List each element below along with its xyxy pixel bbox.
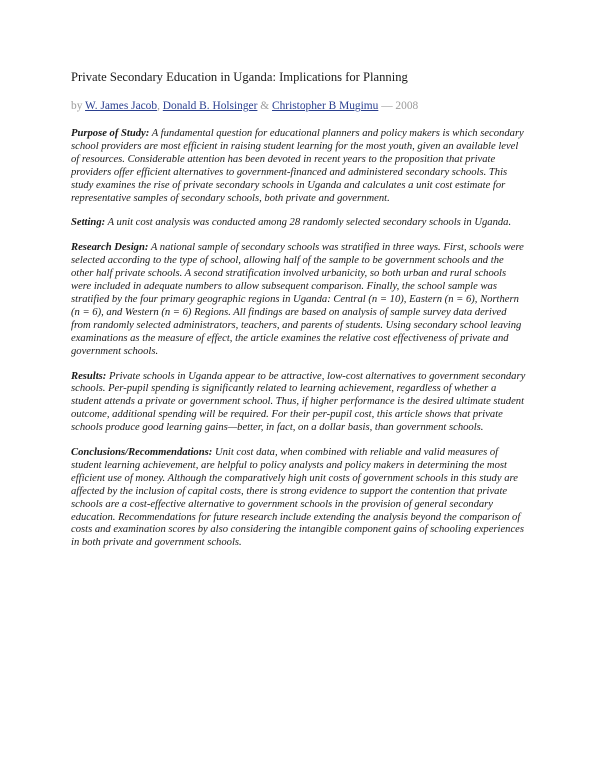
section-text: Private schools in Uganda appear to be attractive, low-cost alternatives to government secondary schools. Per-pupil spending is significantly related to learning achievement, regardless of whether a student attends a private or government school. Thus, if higher performance is the desired ultimate student outcome, additional spending will be required. For their per-pupil cost, this article shows that private schools produce good learning gains—better, in fact, on a dollar basis, than government schools. — [71, 370, 526, 434]
abstract-research-design — [71, 242, 526, 358]
paper-title: Private Secondary Education in Uganda: Implications for Planning — [71, 70, 408, 84]
abstract-purpose — [71, 128, 526, 205]
section-label: Setting: — [71, 217, 106, 229]
section-text: Unit cost data, when combined with reliable and valid measures of student learning achievement, are helpful to policy analysts and policy makers in determining the most efficient use of money. Although the comparatively high unit costs of government schools in this study are affected by the inclusion of capital costs, there is strong evidence to support the contention that private schools are a cost-effective alternative to government schools in the provision of general secondary education. Recommendations for future research include extending the analysis beyond the comparison of costs and examination scores by also considering the intangible component gains of schooling experiences in both private and government schools. — [71, 447, 525, 549]
byline-year: — 2008 — [381, 100, 419, 112]
abstract-results — [71, 371, 526, 436]
section-text: A fundamental question for educational planners and policy makers is which secondary school providers are most efficient in raising student learning for the most youth, given an available level of resources. Considerable attention has been devoted in recent years to the proposition that private providers offer efficient alternatives to government-financed and administered secondary schools. This study examines the rise of private secondary schools in Uganda and calculates a unit cost estimate for representative samples of secondary schools, both private and government. — [71, 128, 524, 204]
author-link-jacob[interactable]: W. James Jacob — [85, 100, 158, 112]
section-text: A unit cost analysis was conducted among 28 randomly selected secondary schools in Uganda. — [107, 217, 512, 229]
section-label: Conclusions/Recommendations: — [71, 447, 213, 459]
byline-by: by — [71, 100, 83, 112]
section-label: Results: — [71, 370, 107, 382]
abstract-conclusions — [71, 447, 526, 550]
abstract-setting — [71, 217, 526, 230]
section-text: A national sample of secondary schools was stratified in three ways. First, schools were selected according to the type of school, allowing half of the sample to be government schools and the other half private schools. A second stratification involved urbanicity, so both urban and rural schools were included in adequate numbers to allow subsequent comparison. Finally, the school sample was stratified by the four primary geographic regions in Uganda: Central (n = 10), Eastern (n = 6), Northern (n = 6), and Western (n = 6) Regions. All findings are based on analysis of sample survey data derived from randomly selected administrators, teachers, and parents of students. Using secondary school leaving examinations as the measure of effect, the article examines the relative cost effectiveness of private and government schools. — [71, 242, 524, 357]
byline-comma: , — [157, 100, 160, 112]
author-link-holsinger[interactable]: Donald B. Holsinger — [162, 100, 258, 112]
byline-ampersand: & — [260, 100, 270, 112]
author-link-mugimu[interactable]: Christopher B Mugimu — [272, 100, 379, 112]
section-label: Purpose of Study: — [71, 128, 150, 139]
byline — [71, 99, 526, 114]
section-label: Research Design: — [71, 242, 149, 254]
